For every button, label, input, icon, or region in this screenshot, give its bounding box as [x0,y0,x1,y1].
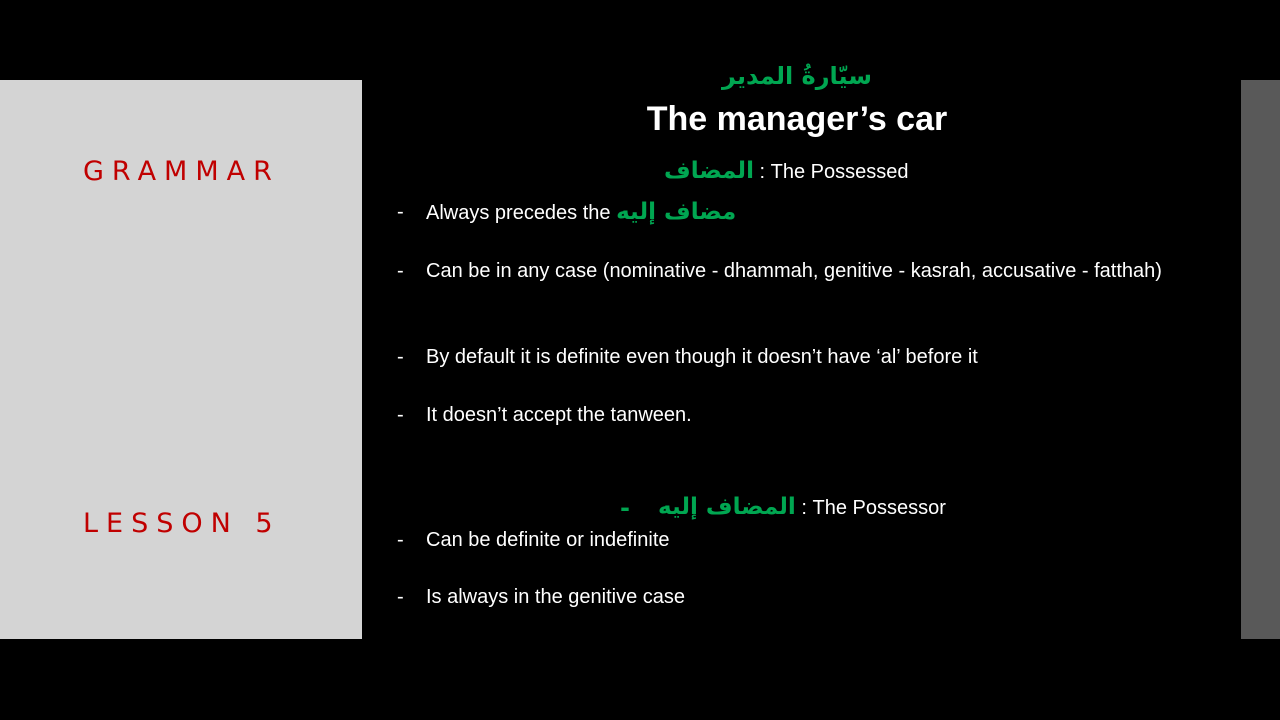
section1-heading [664,158,909,184]
lesson-label: LESSON 5 [83,508,281,539]
arabic-title: سيّارةُ المدير [722,62,872,90]
list-item: - It doesn’t accept the tanween. [397,401,1166,430]
section2-heading [658,494,946,520]
list-item: - Always precedes the مضاف إليه [397,199,737,225]
section2-arabic-term: المضاف إليه [658,494,796,520]
list-item: - Can be in any case (nominative - dhammah, genitive - kasrah, accusative - fatthah) [397,257,1166,286]
grammar-label: GRAMMAR [83,156,280,187]
bullet-text: Can be in any case (nominative - dhammah, genitive - kasrah, accusative - fatthah) [426,260,1162,282]
bullet-text: It doesn’t accept the tanween. [426,404,692,426]
list-item: - By default it is definite even though it doesn’t have ‘al’ before it [397,343,1166,372]
list-item: - Is always in the genitive case [397,583,1166,612]
section1-label: : The Possessed [753,161,909,183]
section2-dash: - [620,494,630,522]
section1-arabic-term: المضاف [664,158,754,184]
bullet-text: Always precedes the [426,202,617,224]
bullet-text: By default it is definite even though it doesn’t have ‘al’ before it [426,346,978,368]
list-item: - Can be definite or indefinite [397,526,1166,555]
bullet-text: Can be definite or indefinite [426,529,670,551]
bullet-arabic: مضاف إليه [616,199,737,225]
right-strip [1241,80,1280,639]
bullet-text: Is always in the genitive case [426,586,686,608]
section2-label: : The Possessor [795,497,946,519]
page-title: The manager’s car [646,100,948,138]
